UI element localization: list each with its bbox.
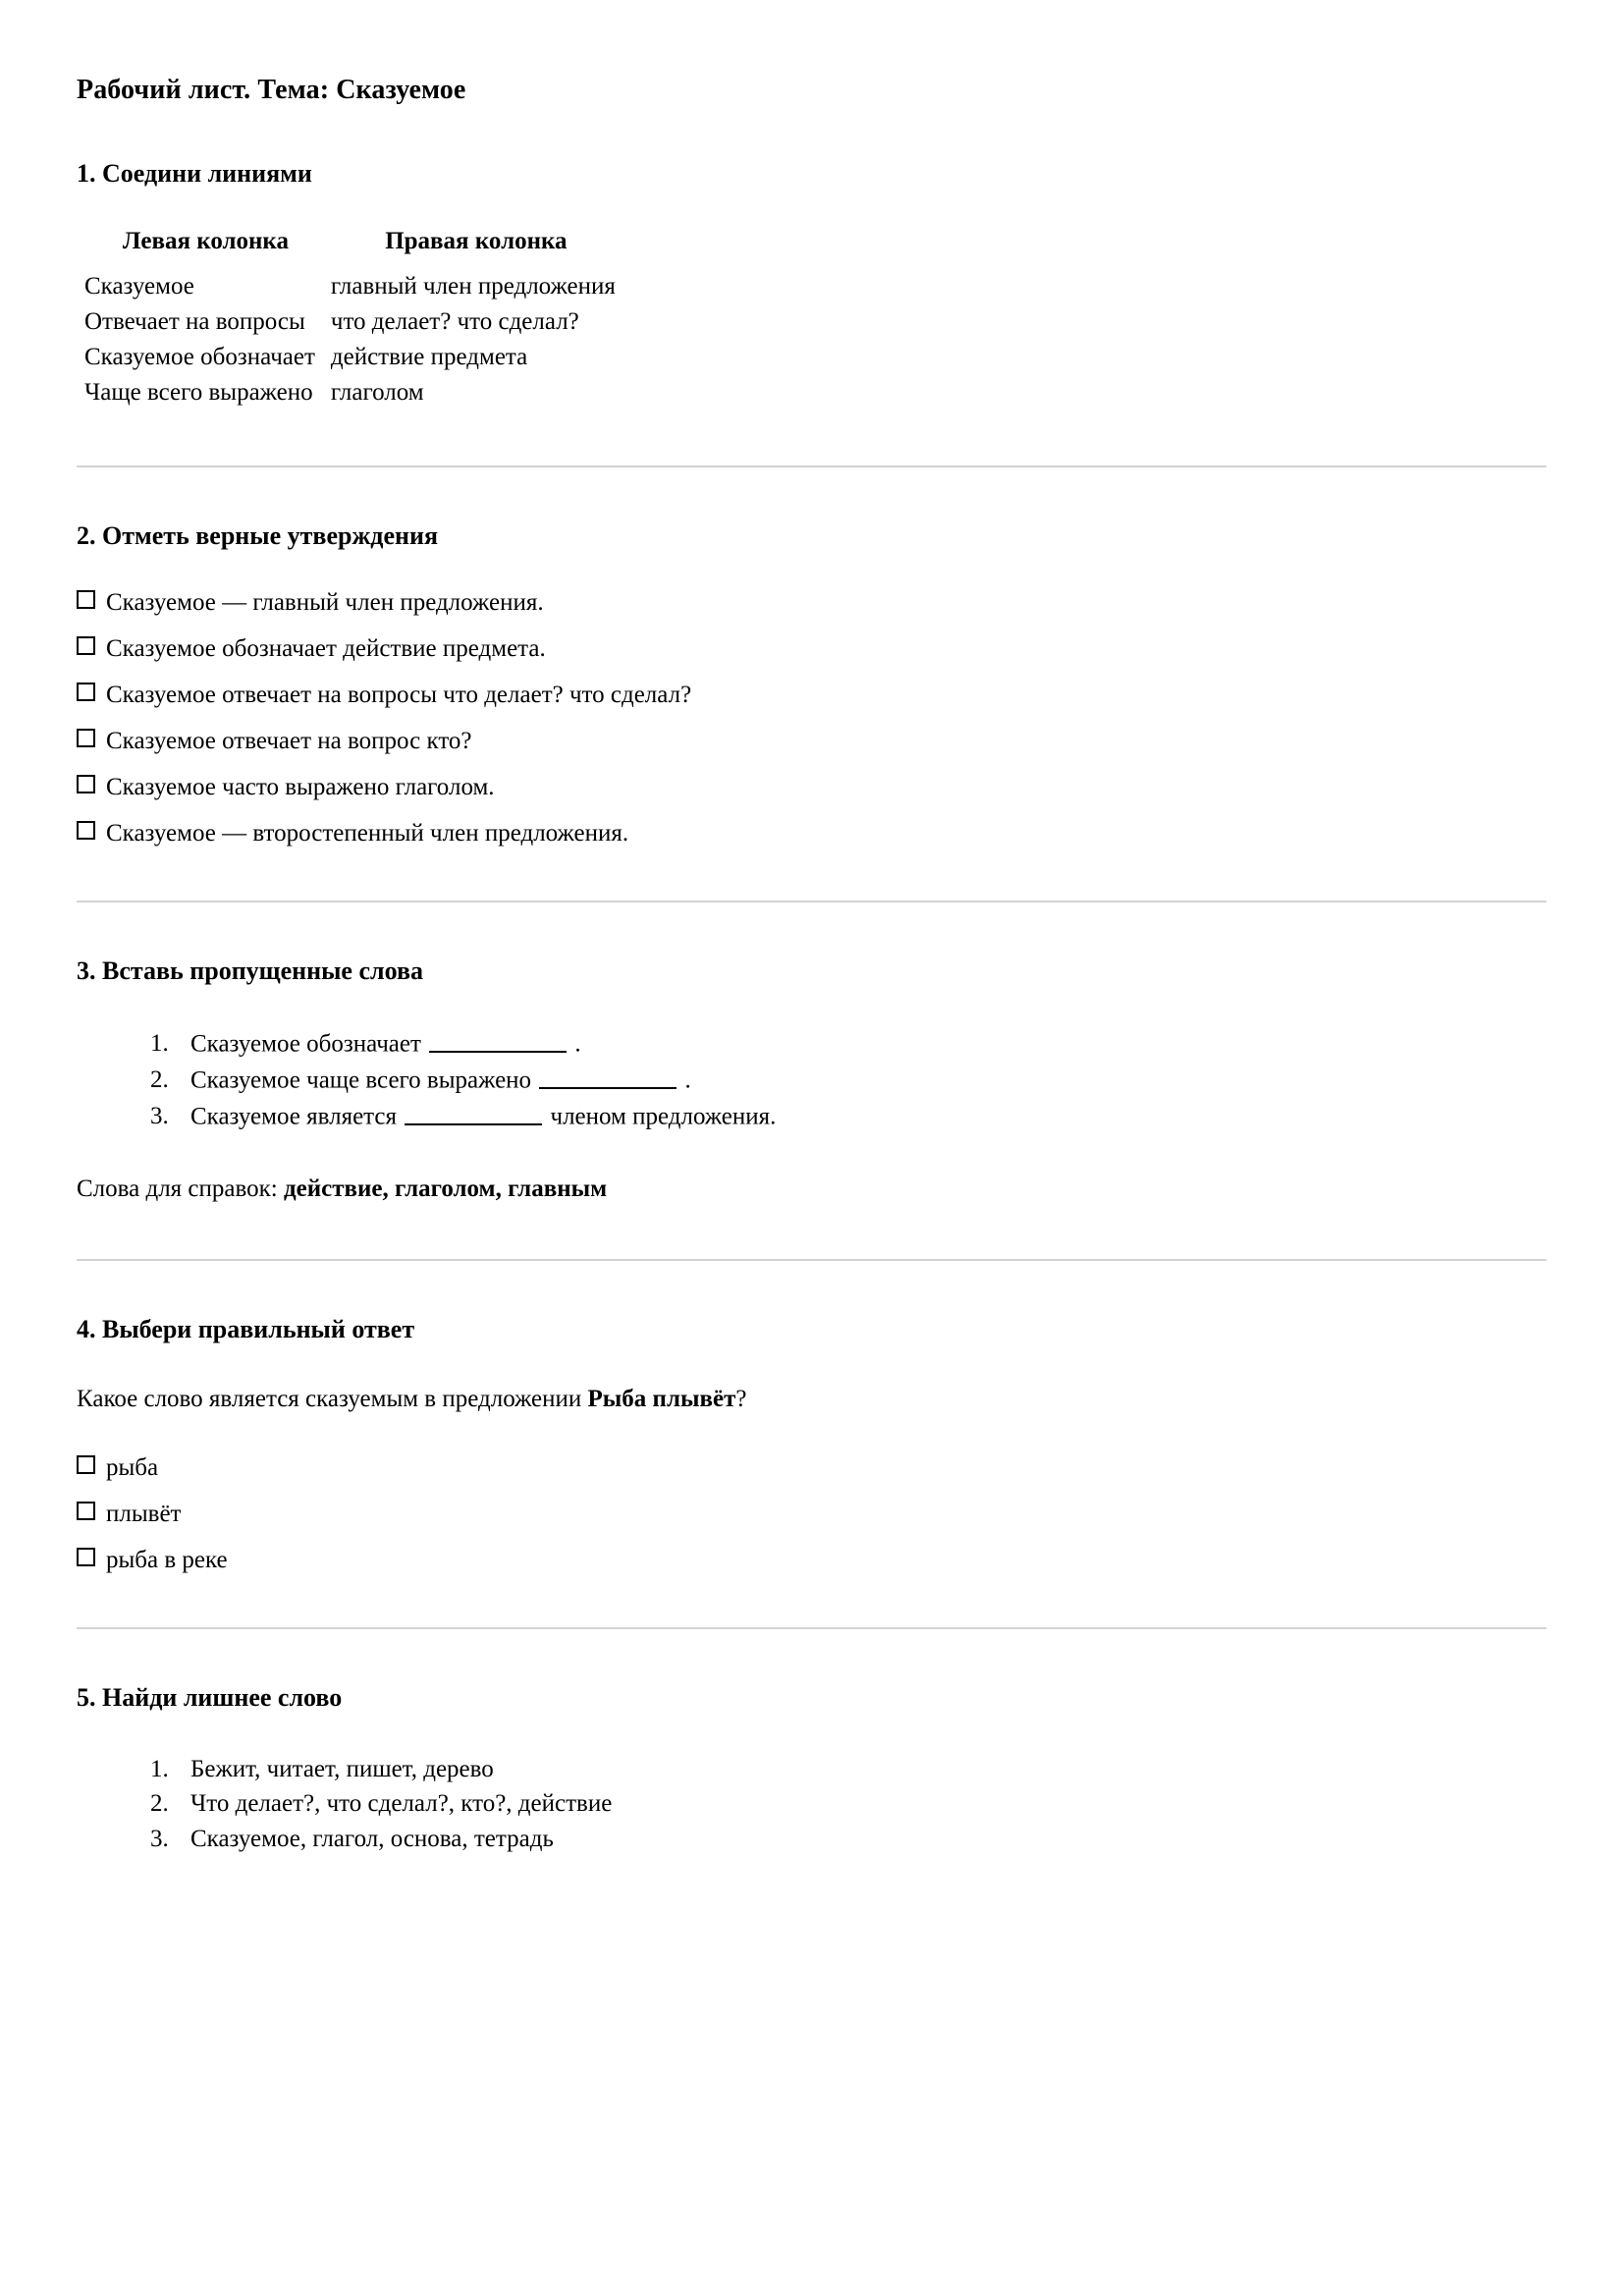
- list-item[interactable]: [77, 590, 1546, 615]
- checkbox-icon[interactable]: [77, 729, 95, 747]
- blank-prefix-text: Сказуемое является: [190, 1102, 404, 1129]
- checkbox-icon[interactable]: [77, 1548, 95, 1566]
- blank-suffix-text: .: [568, 1030, 581, 1058]
- match-left-item[interactable]: Отвечает на вопросы: [84, 307, 305, 335]
- match-right-item[interactable]: глаголом: [330, 378, 424, 406]
- list-item[interactable]: [77, 1455, 1546, 1480]
- blank-input[interactable]: [539, 1062, 676, 1089]
- list-item[interactable]: 2. Что делает?, что сделал?, кто?, действие: [175, 1786, 1546, 1822]
- odd-word-list: [77, 1752, 1546, 1857]
- list-item: [175, 1098, 1546, 1134]
- table-row: [84, 340, 625, 375]
- match-right-item[interactable]: что делает? что сделал?: [330, 307, 579, 335]
- list-item[interactable]: [77, 636, 1546, 661]
- reference-words-label: Слова для справок:: [77, 1175, 284, 1203]
- section-1-heading: 1. Соедини линиями: [77, 158, 312, 188]
- statement-label: Сказуемое обозначает действие предмета.: [106, 634, 546, 662]
- list-item: [175, 1025, 1546, 1062]
- question-suffix: ?: [735, 1385, 747, 1412]
- table-row: [84, 375, 625, 410]
- question-text: [77, 1385, 1546, 1414]
- blank-input[interactable]: [405, 1098, 542, 1125]
- match-left-item[interactable]: Сказуемое обозначает: [84, 343, 315, 370]
- list-item[interactable]: [77, 683, 1546, 707]
- answer-choice-label: плывёт: [106, 1500, 182, 1527]
- section-divider: [77, 1259, 1546, 1261]
- statement-label: Сказуемое — главный член предложения.: [106, 588, 544, 616]
- section-4-heading: 4. Выбери правильный ответ: [77, 1315, 415, 1344]
- checkbox-icon[interactable]: [77, 1455, 95, 1474]
- answer-choice-label: рыба в реке: [106, 1546, 228, 1573]
- checkbox-icon[interactable]: [77, 821, 95, 840]
- blank-prefix-text: Сказуемое чаще всего выражено: [190, 1066, 538, 1094]
- checkbox-icon[interactable]: [77, 1502, 95, 1520]
- statement-label: Сказуемое — второстепенный член предложения.: [106, 819, 629, 847]
- match-right-item[interactable]: главный член предложения: [330, 272, 616, 300]
- checkbox-icon[interactable]: [77, 775, 95, 793]
- match-left-item[interactable]: Сказуемое: [84, 272, 194, 300]
- section-choose-answer: [77, 1314, 1546, 1571]
- page-title: Рабочий лист. Тема: Сказуемое: [77, 75, 466, 105]
- section-divider: [77, 465, 1546, 467]
- matching-table: [84, 228, 625, 410]
- list-item[interactable]: [77, 729, 1546, 753]
- match-left-item[interactable]: Чаще всего выражено: [84, 378, 313, 406]
- statement-checkbox-list: [77, 590, 1546, 846]
- list-item: [175, 1062, 1546, 1098]
- section-find-odd-word: [77, 1682, 1546, 1857]
- table-row: [84, 269, 625, 304]
- answer-choice-label: рыба: [106, 1453, 159, 1481]
- question-prefix: Какое слово является сказуемым в предложении: [77, 1385, 588, 1412]
- checkbox-icon[interactable]: [77, 636, 95, 655]
- list-item[interactable]: [77, 821, 1546, 846]
- list-item[interactable]: [77, 775, 1546, 799]
- list-item[interactable]: 3. Сказуемое, глагол, основа, тетрадь: [175, 1822, 1546, 1857]
- list-item[interactable]: 1. Бежит, читает, пишет, дерево: [175, 1752, 1546, 1787]
- list-item[interactable]: [77, 1502, 1546, 1526]
- section-true-statements: [77, 520, 1546, 846]
- blank-input[interactable]: [429, 1025, 567, 1053]
- blank-suffix-text: членом предложения.: [544, 1102, 777, 1129]
- blank-suffix-text: .: [678, 1066, 691, 1094]
- section-3-heading: 3. Вставь пропущенные слова: [77, 956, 423, 985]
- match-right-item[interactable]: действие предмета: [330, 343, 528, 370]
- statement-label: Сказуемое отвечает на вопросы что делает? что сделал?: [106, 681, 692, 708]
- reference-words-values: действие, глаголом, главным: [283, 1175, 608, 1203]
- answer-choice-list: [77, 1455, 1546, 1572]
- section-divider: [77, 901, 1546, 902]
- section-2-heading: 2. Отметь верные утверждения: [77, 520, 439, 550]
- fill-blank-list: [77, 1025, 1546, 1133]
- section-divider: [77, 1627, 1546, 1629]
- question-sentence: Рыба плывёт: [587, 1385, 736, 1412]
- statement-label: Сказуемое отвечает на вопрос кто?: [106, 727, 472, 754]
- blank-prefix-text: Сказуемое обозначает: [190, 1030, 428, 1058]
- section-fill-blanks: [77, 956, 1546, 1204]
- section-5-heading: 5. Найди лишнее слово: [77, 1682, 343, 1712]
- checkbox-icon[interactable]: [77, 683, 95, 701]
- section-match-lines: [77, 158, 1546, 410]
- checkbox-icon[interactable]: [77, 590, 95, 609]
- column-header-right: Правая колонка: [385, 227, 568, 254]
- list-item[interactable]: [77, 1548, 1546, 1572]
- reference-words-line: [77, 1175, 1546, 1204]
- table-row: [84, 304, 625, 340]
- statement-label: Сказуемое часто выражено глаголом.: [106, 773, 495, 800]
- table-header-row: [84, 228, 625, 269]
- column-header-left: Левая колонка: [122, 227, 289, 254]
